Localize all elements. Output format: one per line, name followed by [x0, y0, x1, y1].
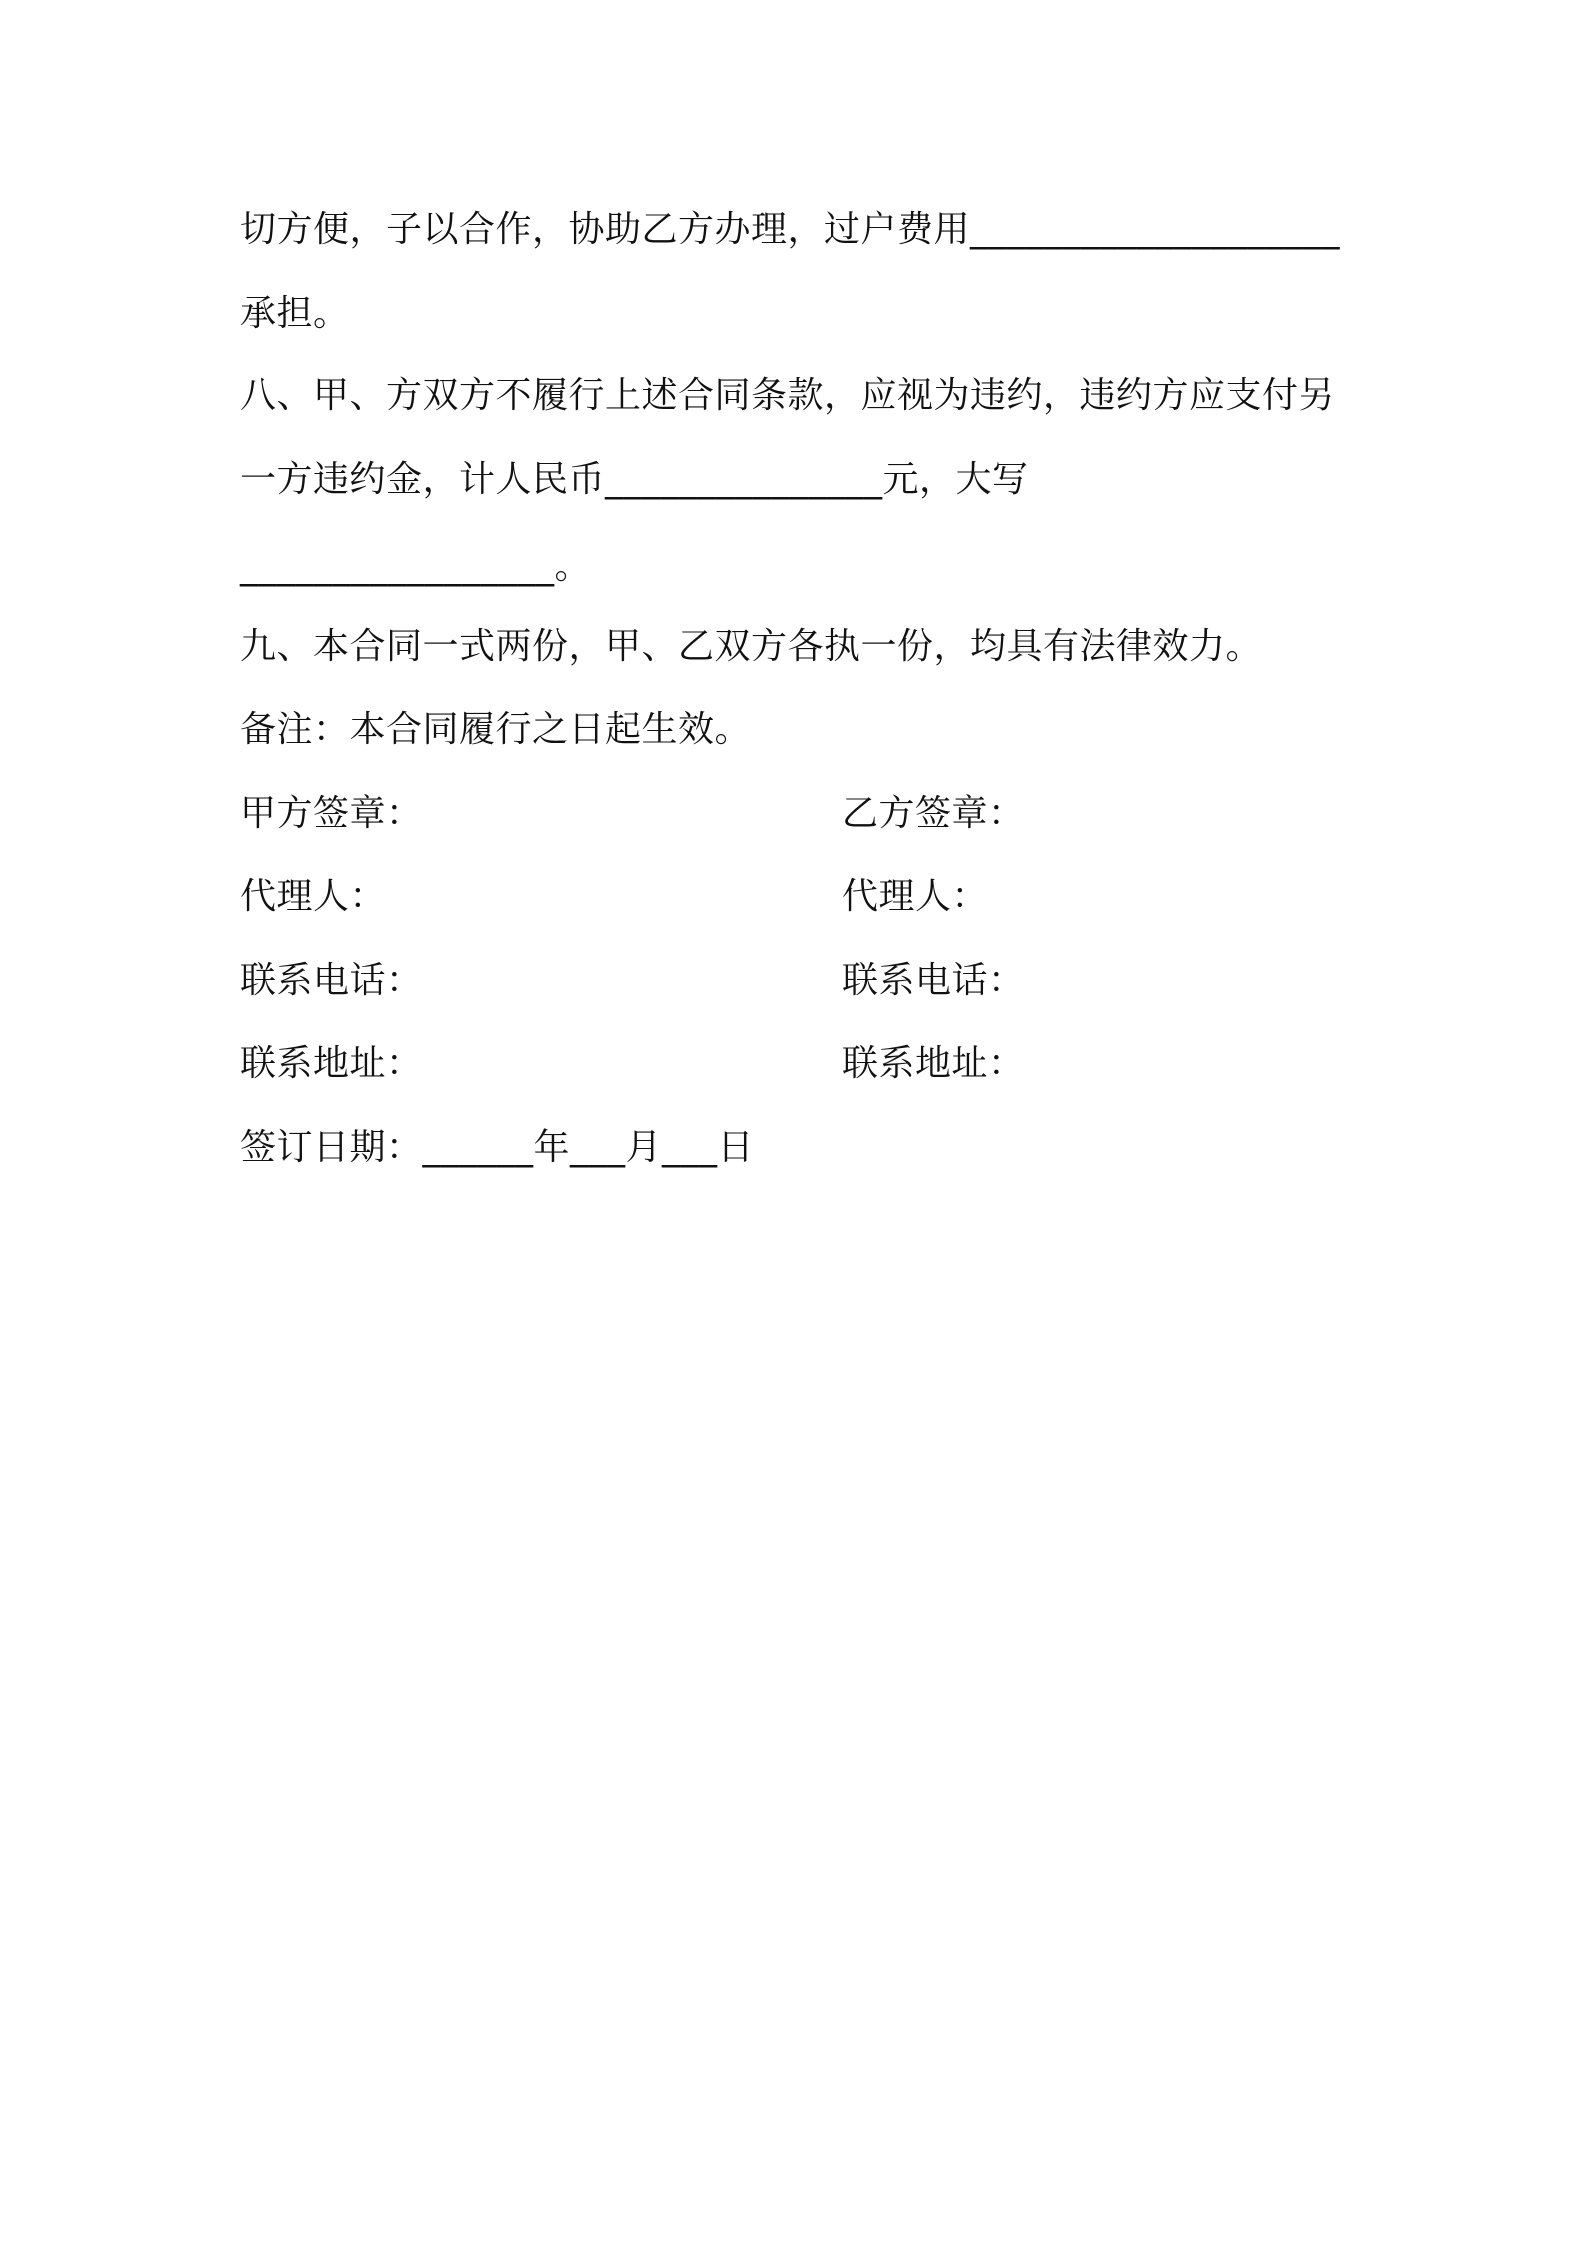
clause-8-line-3: _________________。: [240, 546, 591, 587]
party-b-address-label: 联系地址：: [842, 1043, 1025, 1084]
party-b-seal-label: 乙方签章：: [842, 793, 1025, 834]
clause-8-line-2: 一方违约金，计人民币_______________元，大写: [240, 459, 1029, 500]
clause-9: 九、本合同一式两份，甲、乙双方各执一份，均具有法律效力。: [240, 626, 1263, 667]
party-a-phone-label: 联系电话：: [240, 960, 423, 1001]
party-a-agent-label: 代理人：: [240, 876, 387, 917]
clause-8-line-1: 八、甲、方双方不履行上述合同条款，应视为违约，违约方应支付另: [240, 375, 1336, 416]
clause-7-continuation-line-2: 承担。: [240, 293, 350, 334]
remark-line: 备注：本合同履行之日起生效。: [240, 709, 752, 750]
party-b-phone-label: 联系电话：: [842, 960, 1025, 1001]
signing-date-line: 签订日期：______年___月___日: [240, 1127, 755, 1168]
party-a-address-label: 联系地址：: [240, 1043, 423, 1084]
clause-7-continuation-line-1: 切方便，子以合作，协助乙方办理，过户费用____________________: [240, 209, 1341, 250]
party-a-seal-label: 甲方签章：: [240, 793, 423, 834]
party-b-agent-label: 代理人：: [842, 876, 989, 917]
